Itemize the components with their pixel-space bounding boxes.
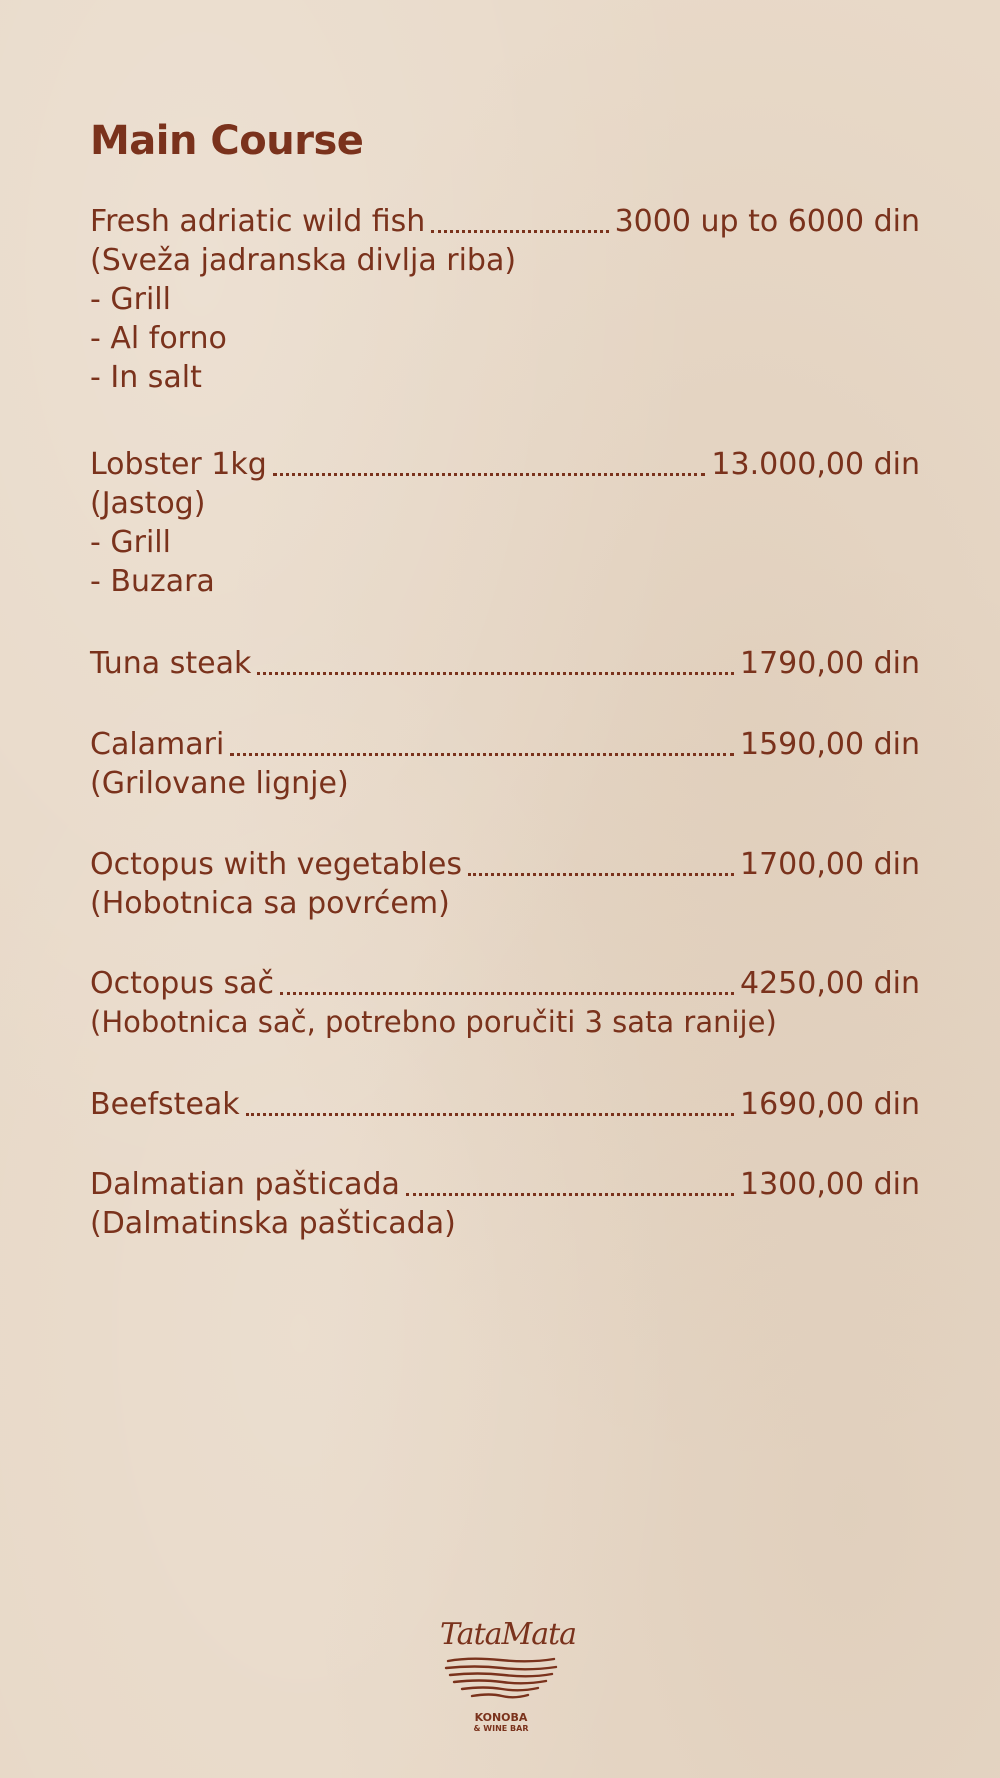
item-price: 1590,00 din (740, 727, 920, 762)
item-subtitle: (Hobotnica sa povrćem) (90, 886, 450, 921)
item-price: 3000 up to 6000 din (614, 204, 920, 239)
item-option: - Grill (90, 282, 171, 317)
item-price: 1300,00 din (740, 1167, 920, 1202)
dot-leader (280, 992, 734, 995)
menu-item-pasticada (90, 1165, 920, 1243)
menu-item-octopus-sac (90, 964, 920, 1042)
item-subtitle: (Sveža jadranska divlja riba) (90, 243, 517, 278)
menu-item-calamari (90, 725, 920, 803)
item-subtitle: (Hobotnica sač, potrebno poručiti 3 sata ranije) (90, 1005, 777, 1039)
item-name: Dalmatian pašticada (90, 1167, 400, 1202)
item-subtitle: (Dalmatinska pašticada) (90, 1206, 456, 1241)
dot-leader (257, 672, 734, 675)
menu-item-lobster (90, 445, 920, 601)
item-subtitle: (Grilovane lignje) (90, 766, 349, 801)
section-title: Main Course (90, 118, 364, 164)
item-option: - In salt (90, 360, 202, 395)
logo-wine-bar: & WINE BAR (473, 1724, 529, 1733)
item-name: Octopus sač (90, 966, 274, 1001)
dot-leader (246, 1113, 734, 1116)
waves-icon (440, 1655, 562, 1707)
item-subtitle: (Jastog) (90, 486, 206, 521)
item-option: - Al forno (90, 321, 227, 356)
dot-leader (468, 873, 734, 876)
tatamata-logo (440, 1615, 577, 1765)
item-price: 1690,00 din (740, 1087, 920, 1122)
menu-item-tuna (90, 644, 920, 683)
menu-item-fresh-fish (90, 202, 920, 397)
item-name: Calamari (90, 727, 225, 762)
dot-leader (431, 230, 608, 233)
item-name: Lobster 1kg (90, 447, 267, 482)
item-price: 1700,00 din (740, 847, 920, 882)
item-option: - Grill (90, 525, 171, 560)
item-price: 4250,00 din (740, 966, 920, 1001)
item-option: - Buzara (90, 564, 215, 599)
item-name: Octopus with vegetables (90, 847, 462, 882)
item-price: 1790,00 din (740, 646, 920, 681)
menu-item-octopus-vegetables (90, 845, 920, 923)
dot-leader (406, 1193, 734, 1196)
dot-leader (273, 473, 706, 476)
item-name: Tuna steak (90, 646, 252, 681)
menu-item-beefsteak (90, 1085, 920, 1124)
dot-leader (230, 753, 734, 756)
item-name: Beefsteak (90, 1087, 240, 1122)
item-name: Fresh adriatic wild fish (90, 204, 426, 239)
logo-wordmark: TataMata (440, 1617, 577, 1652)
logo-konoba: KONOBA (474, 1711, 528, 1724)
item-price: 13.000,00 din (711, 447, 920, 482)
